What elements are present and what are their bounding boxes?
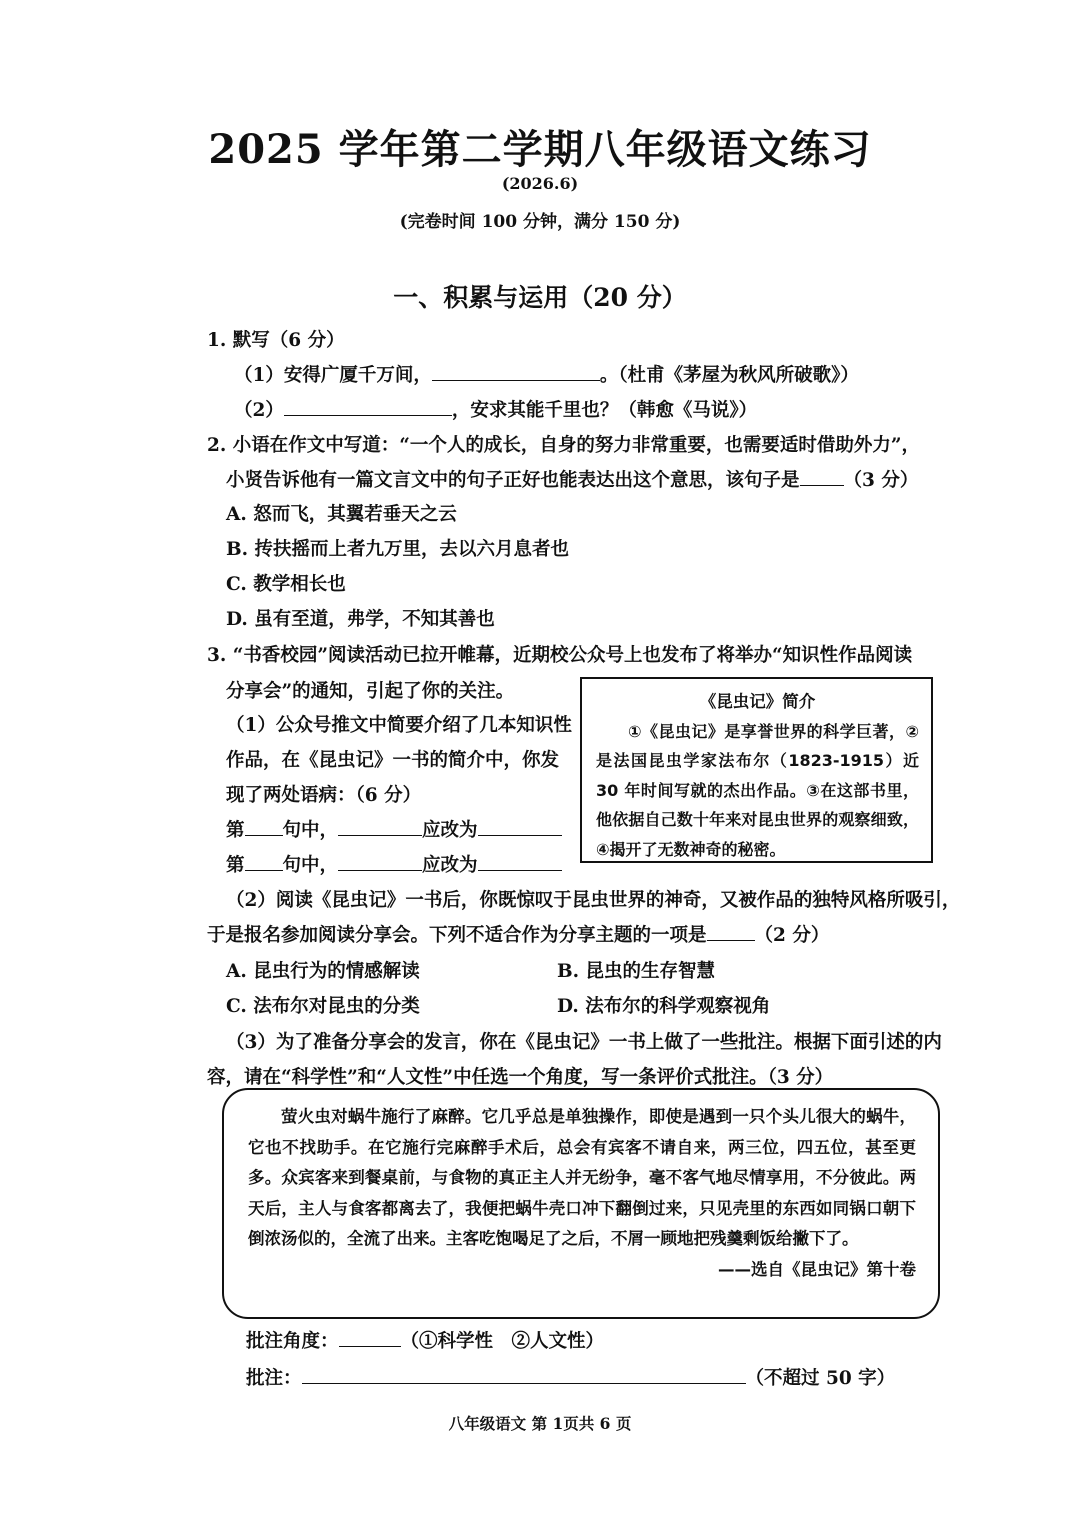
q1-part2-pre: （2） bbox=[234, 400, 284, 421]
q3-row1-sentence-blank[interactable] bbox=[245, 818, 283, 836]
exam-info: (完卷时间 100 分钟，满分 150 分) bbox=[399, 212, 681, 232]
q3-sub2-line1: （2）阅读《昆虫记》一书后，你既惊叹于昆虫世界的神奇，又被作品的独特风格所吸引， bbox=[226, 890, 961, 911]
q1-part2-post: ，安求其能千里也？（韩愈《马说》） bbox=[451, 400, 758, 421]
q1-part1-post: 。（杜甫《茅屋为秋风所破歌》） bbox=[599, 365, 859, 386]
excerpt-box bbox=[222, 1088, 940, 1319]
annotation-angle-options: （①科学性 ②人文性） bbox=[400, 1331, 605, 1352]
intro-box-title: 《昆虫记》简介 bbox=[699, 692, 816, 711]
q2-option-c: C. 教学相长也 bbox=[226, 574, 346, 595]
q3-sub2-stem: 于是报名参加阅读分享会。下列不适合作为分享主题的一项是 bbox=[207, 925, 707, 946]
annotation-angle-row bbox=[246, 1327, 604, 1353]
q3-sub2-option-d: D. 法布尔的科学观察视角 bbox=[557, 996, 771, 1017]
q3-correction-row-2 bbox=[226, 851, 562, 877]
annotation-angle-blank[interactable] bbox=[339, 1329, 401, 1347]
q3-sub3-line1: （3）为了准备分享会的发言，你在《昆虫记》一书上做了一些批注。根据下面引述的内 bbox=[226, 1032, 942, 1053]
q3-row1-label-3: 应改为 bbox=[422, 820, 478, 841]
q3-correction-row-1 bbox=[226, 816, 562, 842]
q3-row2-original-blank[interactable] bbox=[338, 853, 422, 871]
q2-score: （3 分） bbox=[843, 470, 919, 491]
q2-option-a: A. 怒而飞，其翼若垂天之云 bbox=[226, 504, 457, 525]
q3-sub3-line2: 容，请在“科学性”和“人文性”中任选一个角度，写一条评价式批注。（3 分） bbox=[207, 1067, 834, 1088]
q2-answer-blank[interactable] bbox=[800, 468, 844, 486]
q1-part1-blank[interactable] bbox=[432, 363, 600, 381]
q3-stem-line1: 3. “书香校园”阅读活动已拉开帷幕，近期校公众号上也发布了将举办“知识性作品阅读 bbox=[207, 645, 913, 666]
q3-row1-original-blank[interactable] bbox=[338, 818, 422, 836]
q3-row1-label-2: 句中， bbox=[282, 820, 339, 841]
q1-part2 bbox=[234, 396, 757, 422]
q1-part2-blank[interactable] bbox=[284, 398, 452, 416]
q3-sub2-line2 bbox=[207, 921, 829, 947]
intro-box bbox=[580, 677, 933, 863]
q3-row2-label-2: 句中， bbox=[282, 855, 339, 876]
q1-stem: 1. 默写（6 分） bbox=[207, 330, 345, 351]
q3-row1-correction-blank[interactable] bbox=[478, 818, 562, 836]
excerpt-text: 萤火虫对蜗牛施行了麻醉。它几乎总是单独操作，即使是遇到一只个头儿很大的蜗牛，它也不找助手。在它施行完麻醉手术后，总会有宾客不请自来，两三位，四五位，甚至更多。众宾客来到餐桌前，与食物的真正主人并无纷争，毫不客气地尽情享用，不分彼此。两天后，主人与食客都离去了，我便把蜗牛壳口冲下翻倒过来，只见壳里的东西如同锅口朝下倒浓汤似的，全流了出来。主客吃饱喝足了之后，不屑一顾地把残羹剩饭给撇下了。 bbox=[248, 1107, 916, 1248]
annotation-limit: （不超过 50 字） bbox=[745, 1368, 896, 1389]
exam-date: (2026.6) bbox=[501, 174, 579, 193]
q1-part1-pre: （1）安得广厦千万间， bbox=[234, 365, 432, 386]
excerpt-source: ——选自《昆虫记》第十卷 bbox=[718, 1259, 916, 1279]
q3-row2-label-3: 应改为 bbox=[422, 855, 478, 876]
q3-row2-sentence-blank[interactable] bbox=[245, 853, 283, 871]
annotation-label: 批注： bbox=[246, 1368, 302, 1389]
section-title: 一、积累与运用（20 分） bbox=[393, 283, 687, 312]
q2-stem-line1: 2. 小语在作文中写道：“一个人的成长，自身的努力非常重要，也需要适时借助外力”， bbox=[207, 435, 921, 456]
annotation-angle-label: 批注角度： bbox=[246, 1331, 339, 1352]
q1-part1 bbox=[234, 361, 859, 387]
annotation-blank[interactable] bbox=[302, 1366, 746, 1384]
q2-stem-pre: 小贤告诉他有一篇文言文中的句子正好也能表达出这个意思，该句子是 bbox=[226, 470, 800, 491]
q3-sub2-option-a: A. 昆虫行为的情感解读 bbox=[226, 961, 420, 982]
q3-row2-correction-blank[interactable] bbox=[478, 853, 562, 871]
exam-title: 2025 学年第二学期八年级语文练习 bbox=[208, 126, 872, 173]
annotation-row bbox=[246, 1364, 895, 1390]
q3-sub1-line2: 作品，在《昆虫记》一书的简介中，你发 bbox=[226, 750, 560, 771]
q3-sub1-line3: 现了两处语病：（6 分） bbox=[226, 785, 422, 806]
q3-sub2-answer-blank[interactable] bbox=[707, 923, 755, 941]
q3-sub1-line1: （1）公众号推文中简要介绍了几本知识性 bbox=[226, 715, 572, 736]
page-footer: 八年级语文 第 1页共 6 页 bbox=[448, 1414, 632, 1433]
q3-row1-label-1: 第 bbox=[226, 820, 245, 841]
q3-sub2-option-b: B. 昆虫的生存智慧 bbox=[557, 961, 716, 982]
q3-sub2-score: （2 分） bbox=[754, 925, 830, 946]
intro-box-text: ①《昆虫记》是享誉世界的科学巨著，②是法国昆虫学家法布尔（1823-1915）近 30 年时间写就的杰出作品。③在这部书里，他依据自己数十年来对昆虫世界的观察细致，④揭开了无数神奇的秘密。 bbox=[596, 721, 919, 859]
q2-stem-line2 bbox=[226, 466, 918, 492]
q3-stem-line2: 分享会”的通知，引起了你的关注。 bbox=[226, 681, 515, 702]
q2-option-b: B. 抟扶摇而上者九万里，去以六月息者也 bbox=[226, 539, 570, 560]
q3-row2-label-1: 第 bbox=[226, 855, 245, 876]
q2-option-d: D. 虽有至道，弗学，不知其善也 bbox=[226, 609, 495, 630]
q3-sub2-option-c: C. 法布尔对昆虫的分类 bbox=[226, 996, 420, 1017]
